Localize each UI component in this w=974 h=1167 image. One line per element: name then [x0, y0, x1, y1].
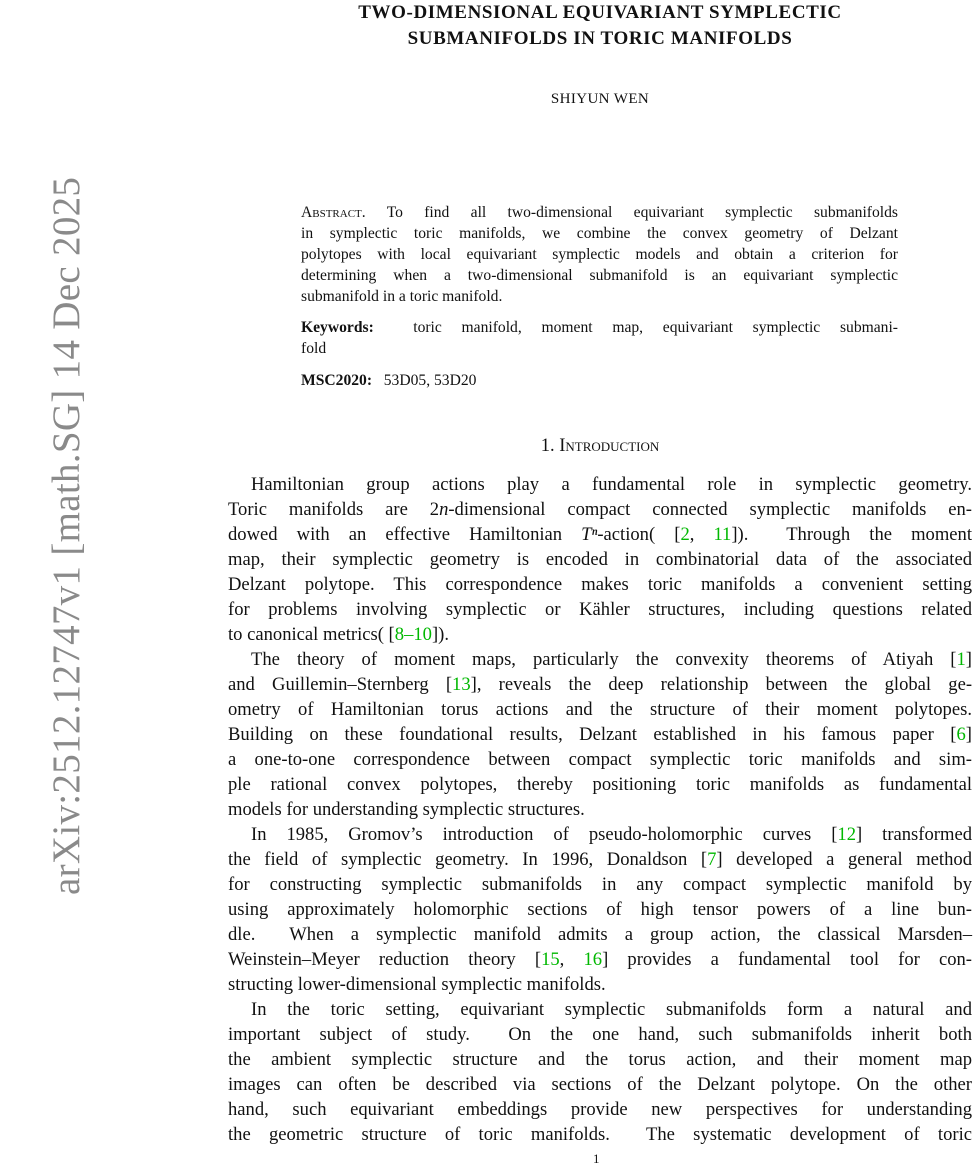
paragraph-line [228, 972, 972, 997]
paragraph-line [228, 472, 972, 497]
citation-link[interactable]: 11 [713, 524, 732, 545]
paragraph-line [228, 647, 972, 672]
paragraph-line [228, 1047, 972, 1072]
math-symbol: T [581, 524, 592, 545]
keywords-line [301, 317, 898, 338]
paragraph-line [228, 747, 972, 772]
keywords-line: fold [301, 340, 327, 357]
citation-link[interactable]: 12 [837, 824, 856, 845]
paragraph-line [228, 1097, 972, 1122]
paragraph-line [228, 897, 972, 922]
section-title: Introduction [559, 436, 660, 456]
text-segment: hand, such equivariant embeddings provide new perspectives for understanding [228, 1099, 972, 1120]
text-segment: ] [965, 724, 972, 745]
text-segment: ]). [431, 624, 449, 645]
text-segment: dle. When a symplectic manifold admits a group action, the classical Marsden– [228, 924, 972, 945]
text-segment: ] provides a fundamental tool for con- [602, 949, 972, 970]
text-segment: , [559, 949, 584, 970]
title-line: SUBMANIFOLDS IN TORIC MANIFOLDS [407, 28, 793, 49]
section-number: 1. [540, 436, 555, 456]
text-segment: , [689, 524, 714, 545]
text-segment: ] developed a general method [716, 849, 972, 870]
text-segment: -action( [ [597, 524, 681, 545]
section-heading [228, 436, 972, 457]
arxiv-identifier: arXiv:2512.12747v1 [math.SG] 14 Dec 2025 [45, 176, 88, 895]
keywords [301, 317, 898, 359]
paragraph-line [228, 597, 972, 622]
paragraph-line [228, 672, 972, 697]
paragraph-line [228, 847, 972, 872]
text-segment: Weinstein–Meyer reduction theory [ [228, 949, 542, 970]
abstract-line: submanifold in a toric manifold. [301, 288, 503, 305]
keywords-text: toric manifold, moment map, equivariant symplectic submani- [373, 319, 898, 336]
body-text [228, 472, 972, 1147]
text-segment: dowed with an effective Hamiltonian [228, 524, 582, 545]
paragraph-line [228, 697, 972, 722]
msc-label: MSC2020: [301, 372, 373, 389]
text-segment: Delzant polytope. This correspondence makes toric manifolds a convenient setting [228, 574, 972, 595]
text-segment: -dimensional compact connected symplectic manifolds en- [448, 499, 972, 520]
text-segment: The theory of moment maps, particularly the convexity theorems of Atiyah [ [251, 649, 957, 670]
text-segment: to canonical metrics( [ [228, 624, 395, 645]
text-segment: ometry of Hamiltonian torus actions and the structure of their moment polytopes. [228, 699, 972, 720]
text-segment: In the toric setting, equivariant symplectic submanifolds form a natural and [251, 999, 972, 1020]
abstract-text: To find all two-dimensional equivariant symplectic submanifolds [365, 204, 898, 221]
text-segment: map, their symplectic geometry is encoded in combinatorial data of the associated [228, 549, 972, 570]
text-segment: ] transformed [856, 824, 972, 845]
text-segment: using approximately holomorphic sections of high tensor powers of a line bun- [228, 899, 972, 920]
text-segment: a one-to-one correspondence between compact symplectic toric manifolds and sim- [228, 749, 972, 770]
abstract-line [301, 202, 898, 223]
paragraph-line [228, 822, 972, 847]
paragraph-line [228, 1022, 972, 1047]
text-segment: the geometric structure of toric manifolds. The systematic development of toric [228, 1124, 972, 1145]
paragraph-line [228, 572, 972, 597]
paragraph-line [228, 1122, 972, 1147]
citation-link[interactable]: 1 [956, 649, 966, 670]
paragraph-line [228, 772, 972, 797]
text-segment: important subject of study. On the one hand, such submanifolds inherit both [228, 1024, 972, 1045]
keywords-label: Keywords: [301, 319, 374, 336]
text-segment: and Guillemin–Sternberg [ [228, 674, 453, 695]
paragraph-line [228, 922, 972, 947]
abstract [301, 202, 898, 307]
paragraph-line [228, 997, 972, 1022]
paper-title [260, 0, 940, 52]
text-segment: Building on these foundational results, Delzant established in his famous paper [ [228, 724, 957, 745]
abstract-label: Abstract. [301, 204, 366, 221]
text-segment: for constructing symplectic submanifolds in any compact symplectic manifold by [228, 874, 972, 895]
citation-link[interactable]: 6 [956, 724, 966, 745]
title-line: TWO-DIMENSIONAL EQUIVARIANT SYMPLECTIC [358, 2, 842, 23]
citation-link[interactable]: 8–10 [394, 624, 432, 645]
text-segment: the field of symplectic geometry. In 1996, Donaldson [ [228, 849, 708, 870]
abstract-line: polytopes with local equivariant symplectic models and obtain a criterion for [301, 246, 898, 263]
paragraph-line [228, 947, 972, 972]
page-number: 1 [593, 1151, 600, 1166]
text-segment: the ambient symplectic structure and the torus action, and their moment map [228, 1049, 972, 1070]
citation-link[interactable]: 15 [541, 949, 560, 970]
paragraph-line [228, 497, 972, 522]
text-segment: ple rational convex polytopes, thereby positioning toric manifolds as fundamental [228, 774, 972, 795]
citation-link[interactable]: 2 [680, 524, 690, 545]
abstract-line: in symplectic toric manifolds, we combine the convex geometry of Delzant [301, 225, 898, 242]
citation-link[interactable]: 13 [452, 674, 471, 695]
paragraph-line [228, 872, 972, 897]
paragraph-line [228, 722, 972, 747]
text-segment: ]). Through the moment [731, 524, 973, 545]
msc-value: 53D05, 53D20 [383, 372, 477, 389]
text-segment: Hamiltonian group actions play a fundamental role in symplectic geometry. [251, 474, 972, 495]
citation-link[interactable]: 7 [707, 849, 717, 870]
math-symbol: ⁿ [591, 524, 598, 545]
text-segment: ], reveals the deep relationship between the global ge- [470, 674, 973, 695]
text-segment: ] [965, 649, 972, 670]
text-segment: models for understanding symplectic structures. [228, 799, 585, 820]
paragraph-line [228, 622, 972, 647]
text-segment: for problems involving symplectic or Kähler structures, including questions related [228, 599, 972, 620]
math-symbol: n [439, 499, 449, 520]
msc-classification [301, 370, 476, 391]
citation-link[interactable]: 16 [583, 949, 603, 970]
abstract-line: determining when a two-dimensional submanifold is an equivariant symplectic [301, 267, 898, 284]
author: SHIYUN WEN [550, 91, 650, 107]
text-segment: images can often be described via sections of the Delzant polytope. On the other [228, 1074, 972, 1095]
text-segment: structing lower-dimensional symplectic manifolds. [228, 974, 606, 995]
paragraph-line [228, 522, 972, 547]
text-segment: In 1985, Gromov’s introduction of pseudo-holomorphic curves [ [251, 824, 838, 845]
text-segment: Toric manifolds are 2 [228, 499, 440, 520]
paragraph-line [228, 547, 972, 572]
paragraph-line [228, 1072, 972, 1097]
paragraph-line [228, 797, 972, 822]
